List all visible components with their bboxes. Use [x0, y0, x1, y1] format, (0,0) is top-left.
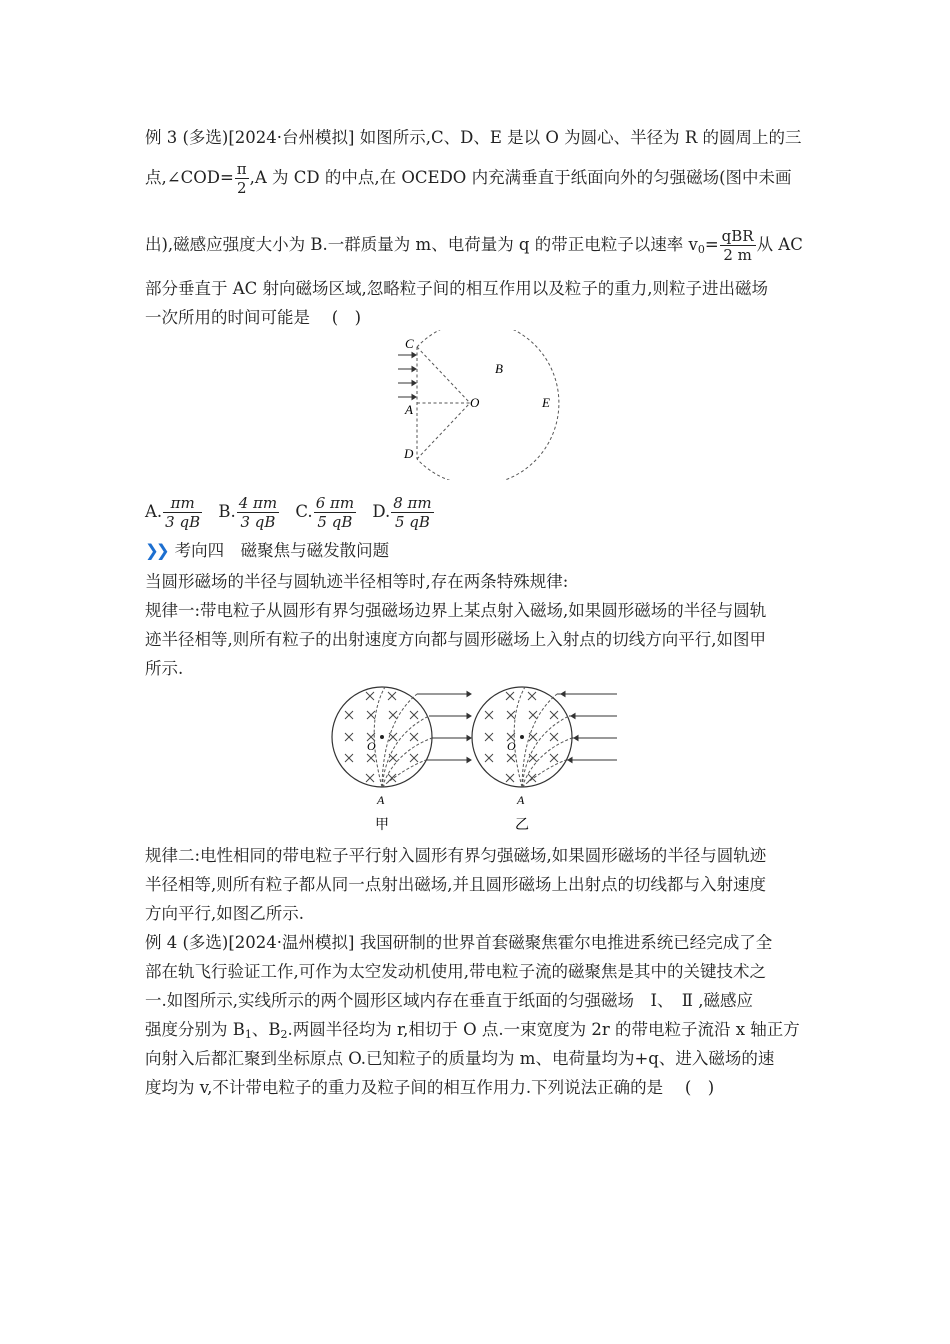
angle-fraction [235, 160, 249, 197]
section-heading-text: 考向四 磁聚焦与磁发散问题 [174, 541, 390, 560]
label-a-yi: A [517, 793, 525, 807]
ex4-line-3: 一.如图所示,实线所示的两个圆形区域内存在垂直于纸面的匀强磁场 Ⅰ、 Ⅱ ,磁感应 [145, 991, 753, 1010]
ex4-line-4 [145, 1019, 800, 1046]
ex3-line-3b: 从 AC [756, 235, 803, 254]
rule2-line-1: 规律二:电性相同的带电粒子平行射入圆形有界匀强磁场,如果圆形磁场的半径与圆轨迹 [145, 846, 767, 865]
label-b: B [495, 361, 503, 376]
double-chevron-icon: ❯❯ [145, 541, 167, 560]
ex3-figure [390, 330, 570, 480]
caption-yi: 乙 [515, 818, 529, 833]
rule2-line-3: 方向平行,如图乙所示. [145, 904, 304, 923]
ex3-line-3 [145, 227, 803, 264]
ex3-line-3a: 出),磁感应强度大小为 B.一群质量为 m、电荷量为 q 的带正电粒子以速率 v [145, 235, 698, 254]
section-heading [145, 540, 389, 562]
ex4-line-4b: 、B [251, 1020, 281, 1039]
option-a-den: 3 qB [165, 513, 201, 531]
ex3-line-4: 部分垂直于 AC 射向磁场区域,忽略粒子间的相互作用以及粒子的重力,则粒子进出磁场 [145, 279, 769, 298]
option-b-num: 4 πm [238, 494, 278, 512]
ex3-line-2b: ,A 为 CD 的中点,在 OCEDO 内充满垂直于纸面向外的匀强磁场(图中未画 [249, 168, 792, 187]
label-d: D [404, 446, 414, 461]
entry-rays-yi [557, 692, 617, 763]
angle-fraction-den: 2 [236, 179, 247, 197]
ex4-line-1: 例 4 (多选)[2024·温州模拟] 我国研制的世界首套磁聚焦霍尔电推进系统已经完成了全 [145, 933, 773, 952]
speed-fraction-num: qBR [721, 227, 754, 245]
ex4-sub-2: 2 [280, 1028, 288, 1041]
option-c-num: 6 πm [315, 494, 355, 512]
ex3-options [145, 494, 445, 531]
option-b[interactable] [218, 494, 280, 531]
angle-fraction-num: π [236, 160, 247, 178]
rule2-line-2: 半径相等,则所有粒子都从同一点射出磁场,并且圆形磁场上出射点的切线都与入射速度 [145, 875, 766, 894]
ex4-line-6: 度均为 v,不计带电粒子的重力及粒子间的相互作用力.下列说法正确的是 ( ) [145, 1078, 715, 1097]
option-d-label: D. [372, 502, 391, 521]
ex4-line-5: 向射入后都汇聚到坐标原点 O.已知粒子的质量均为 m、电荷量均为+q、进入磁场的速 [145, 1049, 775, 1068]
ex4-line-4c: .两圆半径均为 r,相切于 O 点.一束宽度为 2r 的带电粒子流沿 x 轴正方 [287, 1020, 800, 1039]
ex3-line-3-eq: = [704, 235, 719, 254]
speed-fraction-den: 2 m [723, 246, 752, 264]
ex3-line-1: 例 3 (多选)[2024·台州模拟] 如图所示,C、D、E 是以 O 为圆心、半径为 R 的圆周上的三 [145, 128, 802, 147]
label-e: E [542, 395, 550, 410]
label-o-jia: O [367, 739, 376, 753]
ex3-line-2a: 点,∠COD= [145, 168, 234, 187]
ex3-line-5: 一次所用的时间可能是 ( ) [145, 308, 362, 327]
radius-od [417, 403, 470, 459]
exit-rays-jia [417, 692, 471, 763]
section-intro: 当圆形磁场的半径与圆轨迹半径相等时,存在两条特殊规律: [145, 572, 569, 591]
radius-oc [417, 347, 470, 403]
rule1-line-1: 规律一:带电粒子从圆形有界匀强磁场边界上某点射入磁场,如果圆形磁场的半径与圆轨 [145, 601, 767, 620]
option-d-den: 5 qB [394, 513, 430, 531]
ex4-sub-1: 1 [244, 1028, 252, 1041]
caption-jia: 甲 [375, 818, 389, 833]
field-boundary-arc [417, 330, 559, 480]
option-b-label: B. [218, 502, 236, 521]
option-a[interactable] [145, 494, 203, 531]
label-o-yi: O [507, 739, 516, 753]
ex3-line-3-sub: 0 [697, 243, 705, 256]
figure-yi [472, 687, 617, 833]
speed-fraction [720, 227, 756, 264]
ex4-line-2: 部在轨飞行验证工作,可作为太空发动机使用,带电粒子流的磁聚焦是其中的关键技术之 [145, 962, 766, 981]
ex3-line-2 [145, 160, 792, 197]
rule1-line-3: 所示. [145, 659, 184, 678]
option-c[interactable] [295, 494, 357, 531]
focus-figures [325, 682, 625, 837]
ex4-line-4a: 强度分别为 B [145, 1020, 245, 1039]
option-c-label: C. [295, 502, 313, 521]
label-c: C [405, 336, 414, 351]
option-d-num: 8 πm [393, 494, 432, 512]
rule1-line-2: 迹半径相等,则所有粒子的出射速度方向都与圆形磁场上入射点的切线方向平行,如图甲 [145, 630, 766, 649]
incoming-particle-arrows [398, 353, 416, 400]
option-a-label: A. [145, 502, 163, 521]
option-c-den: 5 qB [317, 513, 353, 531]
label-o: O [470, 395, 480, 410]
option-d[interactable] [372, 494, 434, 531]
option-a-num: πm [170, 494, 195, 512]
label-a-jia: A [377, 793, 385, 807]
figure-jia [332, 687, 471, 833]
label-a: A [405, 402, 413, 417]
option-b-den: 3 qB [240, 513, 276, 531]
